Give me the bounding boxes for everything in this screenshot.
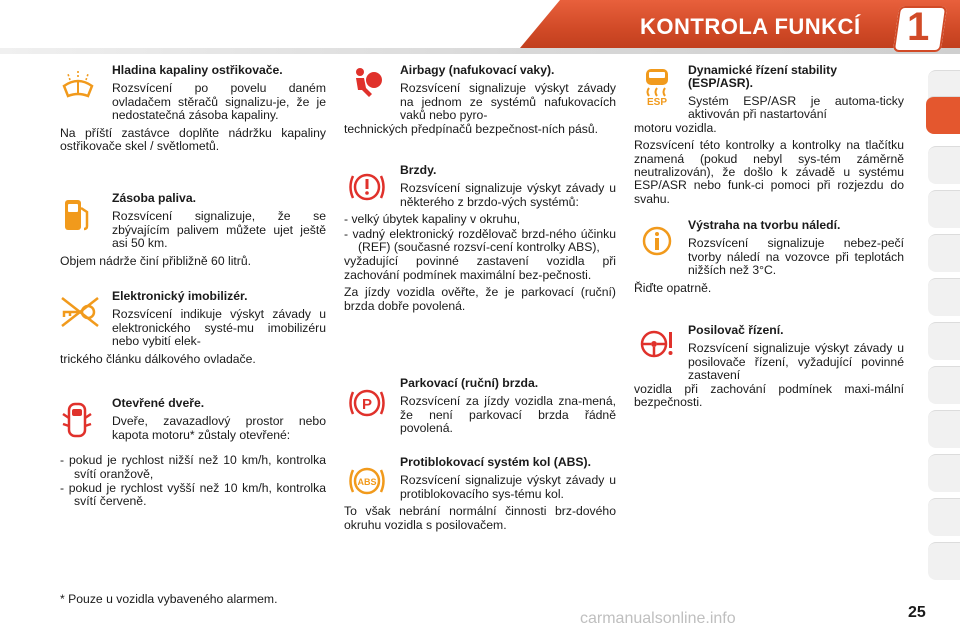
chapter-tab[interactable] (928, 542, 960, 580)
chapter-tab[interactable] (928, 190, 960, 228)
brakes-list (344, 213, 616, 254)
doors-text: Dveře, zavazadlový prostor nebo kapota motoru* zůstaly otevřené: (112, 414, 326, 442)
fuel-text: Rozsvícení signalizuje, že se zbývajícím palivem můžete ujet ještě asi 50 km. (112, 209, 326, 251)
steering-text: Rozsvícení signalizuje výskyt závady u posilovače řízení, vyžadující povinné zastavení (688, 341, 904, 383)
chapter-tab[interactable] (928, 366, 960, 404)
abs-text: Rozsvícení signalizuje výskyt závady u protiblokovacího sys-tému kol. (400, 473, 616, 501)
watermark: carmanualsonline.info (580, 610, 736, 627)
header-stripe (0, 48, 960, 54)
ice-after: Řiďte opatrně. (634, 280, 712, 295)
washer-title: Hladina kapaliny ostřikovače. (112, 63, 283, 77)
fuel-title: Zásoba paliva. (112, 191, 196, 205)
abs-after: To však nebrání normální činnosti brz-dového okruhu vozidla s posilovačem. (344, 504, 616, 532)
chapter-tab[interactable] (928, 278, 960, 316)
steering-title: Posilovač řízení. (688, 323, 784, 337)
parking-text: Rozsvícení za jízdy vozidla zna-mená, že není parkovací brzda řádně povolená. (400, 394, 616, 436)
esp-section (634, 64, 904, 210)
chapter-tab-active[interactable] (926, 96, 960, 134)
abs-section (344, 456, 616, 536)
chapter-tab[interactable] (928, 454, 960, 492)
immobilizer-text: Rozsvícení indikuje výskyt závady u elektronického systé-mu imobilizéru nebo vybití elek- (112, 307, 326, 349)
steering-section (634, 324, 904, 413)
immobilizer-section (60, 290, 326, 370)
washer-after: Na příští zastávce doplňte nádržku kapaliny ostřikovače skel / světlometů. (60, 125, 326, 154)
brakes-title: Brzdy. (400, 163, 437, 177)
list-item: - velký úbytek kapaliny v okruhu, (344, 213, 616, 226)
chapter-tab[interactable] (928, 322, 960, 360)
parking-title: Parkovací (ruční) brzda. (400, 376, 539, 390)
ice-section (634, 219, 904, 299)
brakes-after1: vyžadující povinné zastavení vozidla při zachování podmínek maximální bez-pečnosti. (344, 254, 616, 282)
svg-text:ABS: ABS (357, 477, 377, 487)
abs-title: Protiblokovací systém kol (ABS). (400, 455, 591, 469)
chapter-tab[interactable] (928, 410, 960, 448)
list-item: - pokud je rychlost nižší než 10 km/h, kontrolka svítí oranžově, (60, 454, 326, 481)
doors-title: Otevřené dveře. (112, 396, 205, 410)
esp-text: Systém ESP/ASR je automa-ticky aktivován při nastartování (688, 94, 904, 122)
steering-after: vozidla při zachování podmínek maxi-mální bezpečnosti. (634, 381, 904, 410)
airbag-section (344, 64, 616, 140)
chapter-tab[interactable] (928, 234, 960, 272)
esp-after1: motoru vozidla. (634, 120, 717, 135)
svg-text:ESP: ESP (646, 97, 668, 106)
ice-text: Rozsvícení signalizuje nebez-pečí tvorby náledí na vozovce při teplotách nižších než 3°C. (688, 236, 904, 278)
airbag-text: Rozsvícení signalizuje výskyt závady na jednom ze systémů nafukovacích vaků nebo pyro- (400, 81, 616, 123)
svg-text:P: P (361, 396, 373, 413)
fuel-after: Objem nádrže činí přibližně 60 litrů. (60, 253, 252, 268)
doors-section (60, 397, 326, 510)
esp-title: Dynamické řízení stability (ESP/ASR). (688, 63, 838, 90)
parking-section (344, 377, 616, 440)
list-item: - vadný elektronický rozdělovač brzd-ného účinku (REF) (současné rozsví-cení kontrolky ABS), (344, 228, 616, 255)
esp-after2: Rozsvícení této kontrolky a kontrolky na tlačítku znamená (pokud nebyl sys-tém záměrně neutralizován), že došlo k závadě u systému ESP/ASR nebo funk-ci pomoci při rozjezdu do svahu. (634, 138, 904, 206)
brakes-text: Rozsvícení signalizuje výskyt závady u některého z brzdo-vých systémů: (400, 181, 616, 209)
immobilizer-title: Elektronický imobilizér. (112, 289, 248, 303)
chapter-tab[interactable] (928, 498, 960, 536)
brakes-after2: Za jízdy vozidla ověřte, že je parkovací (ruční) brzda dobře povolená. (344, 285, 616, 313)
washer-text: Rozsvícení po povelu daném ovladačem stěračů signalizu-je, že je nedostatečná zásoba kapaliny. (112, 81, 326, 123)
page-title: KONTROLA FUNKCÍ (640, 14, 861, 39)
list-item: - pokud je rychlost vyšší než 10 km/h, kontrolka svítí červeně. (60, 482, 326, 509)
chapter-number: 1 (907, 5, 930, 49)
page-number: 25 (908, 604, 926, 621)
brakes-section (344, 164, 616, 317)
immobilizer-after: trického článku dálkového ovladače. (60, 351, 256, 366)
fuel-section (60, 192, 326, 272)
doors-list (60, 454, 326, 509)
ice-title: Výstraha na tvorbu náledí. (688, 218, 841, 232)
chapter-tab[interactable] (928, 146, 960, 184)
airbag-title: Airbagy (nafukovací vaky). (400, 63, 555, 77)
chapter-tabs (928, 70, 960, 580)
washer-section (60, 64, 326, 157)
airbag-after: technických předpínačů bezpečnost-ních pásů. (344, 121, 599, 136)
footnote: * Pouze u vozidla vybaveného alarmem. (60, 592, 278, 606)
